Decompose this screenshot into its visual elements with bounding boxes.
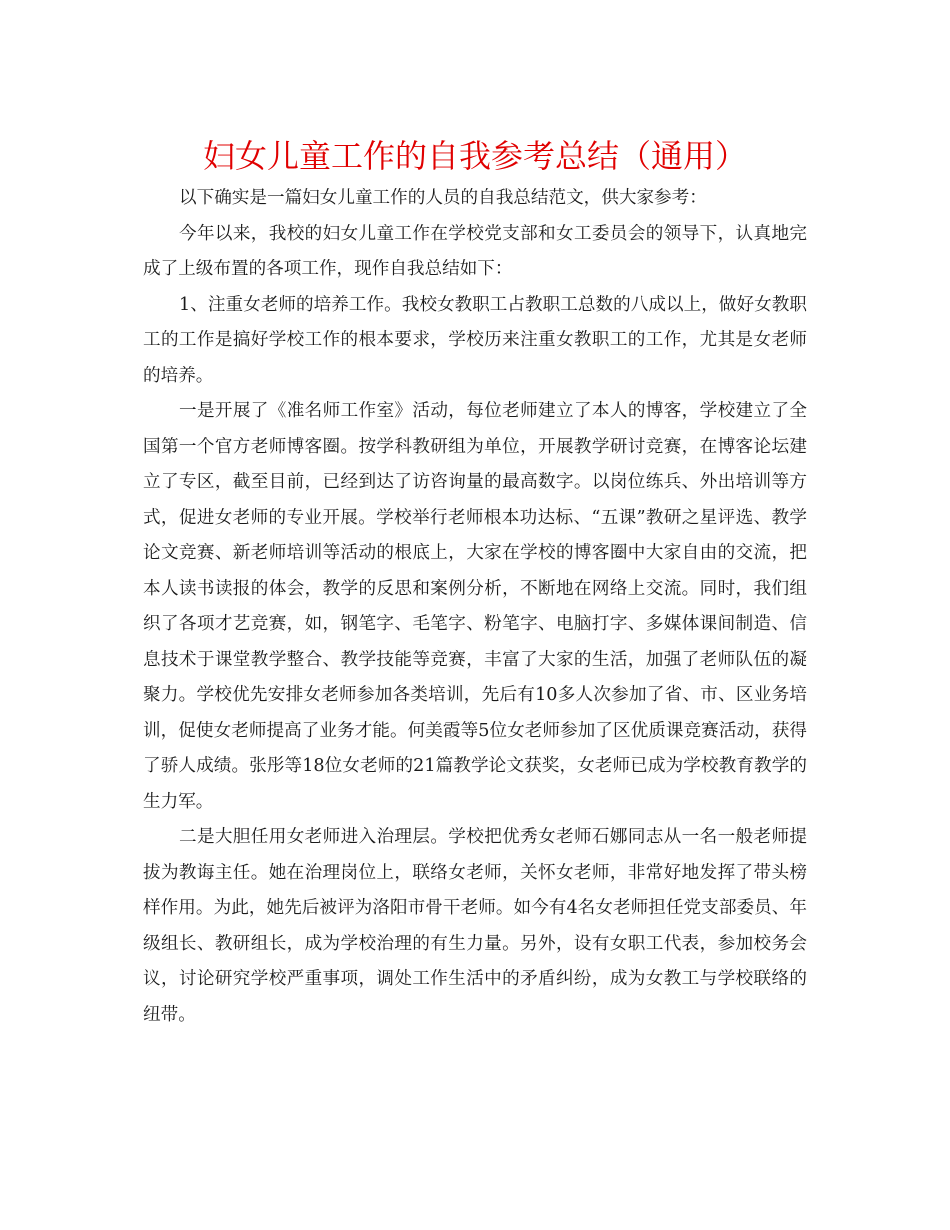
paragraph-point-one: 一是开展了《准名师工作室》活动，每位老师建立了本人的博客，学校建立了全国第一个官方老师博客圈。按学科教研组为单位，开展教学研讨竞赛，在博客论坛建立了专区，截至目前，已经到达了访咨询量的最高数字。以岗位练兵、外出培训等方式，促进女老师的专业开展。学校举行老师根本功达标、“五课”教研之星评选、教学论文竞赛、新老师培训等活动的根底上，大家在学校的博客圈中大家自由的交流，把本人读书读报的体会，教学的反思和案例分析，不断地在网络上交流。同时，我们组织了各项才艺竞赛，如，钢笔字、毛笔字、粉笔字、电脑打字、多媒体课间制造、信息技术于课堂教学整合、教学技能等竞赛，丰富了大家的生活，加强了老师队伍的凝聚力。学校优先安排女老师参加各类培训，先后有10多人次参加了省、市、区业务培训，促使女老师提高了业务才能。何美霞等5位女老师参加了区优质课竞赛活动，获得了骄人成绩。张彤等18位女老师的21篇教学论文获奖，女老师已成为学校教育教学的生力军。 <box>143 401 807 812</box>
document-title: 妇女儿童工作的自我参考总结（通用） <box>202 137 747 175</box>
paragraph-overview: 今年以来，我校的妇女儿童工作在学校党支部和女工委员会的领导下，认真地完成了上级布置的各项工作，现作自我总结如下： <box>143 223 807 279</box>
paragraph-point-two: 二是大胆任用女老师进入治理层。学校把优秀女老师石娜同志从一名一般老师提拔为教诲主任。她在治理岗位上，联络女老师，关怀女老师，非常好地发挥了带头榜样作用。为此，她先后被评为洛阳市骨干老师。如今有4名女老师担任党支部委员、年级组长、教研组长，成为学校治理的有生力量。另外，设有女职工代表，参加校务会议，讨论研究学校严重事项，调处工作生活中的矛盾纠纷，成为女教工与学校联络的纽带。 <box>143 827 807 1025</box>
document-body <box>143 181 807 1033</box>
paragraph-intro: 以下确实是一篇妇女儿童工作的人员的自我总结范文，供大家参考： <box>179 188 707 208</box>
paragraph-section-1: 1、注重女老师的培养工作。我校女教职工占教职工总数的八成以上，做好女教职工的工作是搞好学校工作的根本要求，学校历来注重女教职工的工作，尤其是女老师的培养。 <box>143 294 807 386</box>
